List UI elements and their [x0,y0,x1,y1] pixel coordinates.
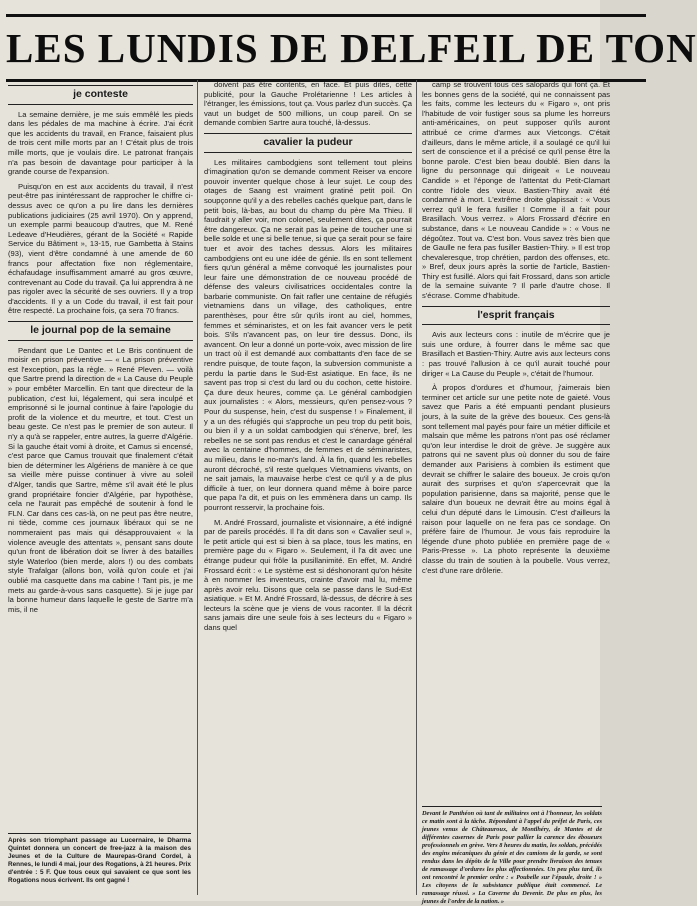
article-paragraph: Avis aux lecteurs cons : inutile de m'écrire que je suis une ordure, à fourrer dans le même sac que Brasillach et Bastien-Thiry. Autre avis aux lecteurs cons : pas trouvé l'allusion à ce qu'il aurait touché pour diriger « La Cause du Peuple », c'était de l'humour. [422,330,610,378]
article-paragraph: La semaine dernière, je me suis emmêlé les pieds dans les pédales de ma machine à écrire. J'ai écrit que les accidents du travail, en France, faisaient plus de trois cent mille morts par an ! C'était plus de trois mille morts, que je voulais dire. Le patronat français n'a pas besoin de davantage pour participer à la grande course de l'expansion. [8,109,193,177]
column-1 [8,80,193,614]
article-paragraph: Puisqu'on en est aux accidents du travail, il n'est peut-être pas inintéressant de rapprocher le chiffre ci-dessus avec ce qu'on a pu lire dans les dernières publications judiciaires (25 avril 1970). On y apprend, un exemple parmi beaucoup d'autres, que M. René Ledeave d'Heudières, gérant de la Société « Rapide Service du Bâtiment », 13-15, rue Gambetta à Stains (93), vient d'être condamné à une amende de 60 francs pour affectation fixe non réglementaire, échafaudage insuffisamment amarré au gros œuvre, contrevenant au Code du travail. Ça lui apprendra à ne pas rigoler avec la sécurité de ses ouvriers. Il y a trop d'accidents. Il y a un Code du travail, il est fait pour être respecté. La prochaine fois, ça sera 70 francs. [8,181,193,316]
concert-notice: Après son triomphant passage au Lucernaire, le Dharma Quintet donnera un concert de free-jazz à la maison des Jeunes et de la Culture de Maurepas-Grand Cordel, à Rennes, le lundi 4 mai, jour des Rogations, à 21 heures. Prix d'entrée : 5 F. Que tous ceux qui savaient ce que sont les Rogations nous écrivent. Ils ont gagné ! [8,833,191,885]
article-paragraph: doivent pas être contents, en face. Et puis dites, cette publicité, pour la Gauche Prolétarienne ! Les articles à l'étranger, les émissions, tout ça. Vous parlez d'un succès. Ça vaut un budget de 500 millions, un coup pareil. On se demande combien Sartre aura touché, là-dessus. [204,80,412,128]
column-2 [204,80,412,633]
article-paragraph: À propos d'ordures et d'humour, j'aimerais bien terminer cet article sur une petite note de gaieté. Vous savez que Paris a été empuanti pendant plusieurs jours, à la suite de la grève des boueux. Ces gens-là sont tellement mal payés pour faire un métier difficile et malsain que même les patrons n'ont pas osé réclamer qu'on leur interdise le droit de grève. Je suggère aux patrons qui ne savent plus où donner du sou de faire demander aux Parisiens à combien ils estiment que devrait se chiffrer le salaire des boueux. Je crois qu'on aurait des surprises et qu'on s'apercevrait que la population parisienne, dans sa majorité, pense que le salaire d'un boueux ne devrait être au moins égal à celui d'un député dans le Limousin. C'est d'ailleurs la raison pour laquelle on ne fera pas ce sondage. On préfère faire de l'humour. Je vous fais reproduire la légende d'une photo publiée en première page de « Paris-Presse ». La photo représente la deuxième classe du train de soutien à la poubelle. Vous verrez, c'est d'une rare drôlerie. [422,383,610,575]
article-paragraph: Les militaires cambodgiens sont tellement tout pleins d'imagination qu'on se demande comment Reiser va encore pouvoir inventer quelque chose à leur sujet. Le coup des otages de Saang est vraiment gratiné petit poil. On soupçonne qu'il y a des rebelles cachés quelque part, dans le petit bois, là-bas, au bout du champ du père Ma Thieu. Il faudrait y aller voir, mon colonel, seulement dites, ça pourrait être dangereux. Ça ne serait pas la peine de toucher une si belle solde et une si belle tenue, si que ça serait pour se faire tuer et avoir des taches dessus. Alors les militaires cambodgiens ont eu une idée de génie. Ils en sont tellement fiers qu'un général a même convoqué les journalistes pour leur faire une démonstration de ce nouveau procédé de défense des valeurs civilisatrices occidentales contre la barbarie communiste. On fait rafler une centaine de réfugiés vietnamiens dans un village, des catholiques, entre parenthèses, pour être sûr qu'ils iront au ciel, hommes, femmes et séminaristes, et on les fait avancer vers le petit bois. S'ils n'avancent pas, on leur tire dessus. Donc, ils avancent. On leur a donné un porte-voix, avec mission de lire un tract où il est demandé aux combattants d'en face de se rendre puisque, de toute façon, la subversion communiste a perdu la partie dans le Sud-Est asiatique. En face, ils ne savent pas trop si c'est du lard ou du cochon, cette histoire. Ça dure deux heures, comme ça. Le général cambodgien aux journalistes : « Alors, messieurs, qu'en pensez-vous ? Pour du suspense, hein, c'est du suspense ! » Finalement, il y a un des réfugiés qui s'approche un peu trop du petit bois, ou bien il y a un soldat cambodgien qui s'énerve, bref, les rebelles ne se sont pas rendus et c'est le canardage général avec la centaine d'hommes, de femmes et de séminaristes, au milieu, dans le no-man's land. À la fin, quand les rebelles auront décroché, s'il reste quelques Vietnamiens vivants, on ne sait jamais, la mauvaise herbe c'est ce qu'il y a de plus difficile à tuer, on leur donnera quand même à boire parce que papa l'a dit, et puis on les emmènera dans un camp. Ils pourront resservir, la prochaine fois. [204,157,412,512]
article-paragraph: M. André Frossard, journaliste et visionnaire, a été indigné par de pareils procédés. Il l'a dit dans son « Cavalier seul », le petit article qui est si bien à sa place, tous les matins, en première page du « Figaro ». Seulement, il l'a dit avec une étrange pudeur qui frôle la pusillanimité. En effet, M. André Frossard écrit : « Le système est si déshonorant qu'on hésite à en nommer les inventeurs, crainte d'avoir mal lu, même après avoir relu. Disons que cela se passe dans le Sud-Est asiatique. » Et M. André Frossard, là-dessus, de décrire à ses lecteurs la scène que je viens de vous raconter. Il la décrit sans jamais dire une seule fois à ses lecteurs du « Figaro » dans quel [204,517,412,633]
column-3 [422,80,610,575]
masthead-title: LES LUNDIS DE DELFEIL DE TON [6,14,646,82]
section-heading-journal-pop: le journal pop de la semaine [8,321,193,341]
section-heading-je-conteste: je conteste [8,85,193,105]
article-paragraph: camp se trouvent tous ces salopards qui font ça. Et les bonnes gens de la société, qui ne connaissent pas les faits, comme les lecteurs du « Figaro », ont pris l'habitude de voir fustiger sous sa plume les horreurs anti-américaines, on peut supposer qu'ils auront attribué ce crime d'armes aux Vietcongs. C'était d'ailleurs, dans le même article, il a soulagé ce qu'il lui sert de conscience et il a précisé ce qu'il pense être la bonne parole. C'est bien beau doublé. Bien dans la ligne du personnage qui dirigeait « Le nouveau Candide » et l'éponge de l'attentat du Petit-Clamart contre l'idole des vieux. Bastien-Thiry avait été condamné à mort. L'extrême droite glapissait : « Vous verrez qu'il le fera fusiller ! Comme il a fait pour Brasillach. Vous verrez. » Alors Frossard d'écrire en substance, dans « Le nouveau Candide » : « Vous ne dégoûtez. Tout va. C'est bon. Vous savez très bien que de Gaulle ne fera pas fusiller Bastien-Thiry. » Il est trop chevaleresque, trop chrétien, pardon des offenses, etc. » Bref, deux jours après la sortie de l'article, Bastien-Thiry est fusillé. Alors qui fait Frossard, dans son article de la semaine suivante ? Il parle d'autre chose. Il s'écrase. Comme d'habitude. [422,80,610,301]
section-heading-esprit-francais: l'esprit français [422,306,610,326]
section-heading-cavalier-la-pudeur: cavalier la pudeur [204,133,412,153]
column-divider [416,80,417,895]
photo-caption-excerpt: Devant le Panthéon où tant de militaires ont à l'honneur, les soldats ce matin sont à la tâche. Répondant à l'appel du préfet de Paris, ces jeunes venus de Châteauroux, de Montlhéry, de Mantes et de différentes casernes de Paris pour pallier la carence des éboueurs professionnels en grève. Vers 8 heures du matin, les soldats, précédés des engins mécaniques du génie et des camions de la garde, se sont rendus dans les dépôts de la Ville pour prendre livraison des tenues de ramassage d'ordures les plus affectionnées. Un peu plus tard, ils ont rencontré le premier ordre : « Poubelle sur l'épaule, droite ! » Les citoyens de la subsistance publique était commencé. Le ramassage réussi. » La Caverne du Devenir. De plus en plus, les jeunes de l'ordre de la nation. » [422,806,602,906]
article-paragraph: Pendant que Le Dantec et Le Bris continuent de moisir en prison préventive — « La prison préventive est l'exception, pas la règle. » René Pleven. — voilà que Sartre prend la direction de « La Cause du Peuple » pour embêter Marcellin. En tant que directeur de la publication, c'est lui, légalement, qui sera inculpé et emprisonné si le journal continue à faire l'apologie du profit de la violence et du meurtre, et tout. C'est un beau geste. Ce n'est pas le premier de son auteur. Il n'y a qu'à se rappeler, entre autres, la guerre d'Algérie. Si la gauche était vomi à droite, et Camus si encensé, c'est parce que Camus trouvait que finalement c'était bien de déterminer les Algériens de manière à ce que sa vieille mère puisse continuer à vivre au soleil d'Alger, tandis que Sartre, même s'il avait été le plus grand propriétaire foncier d'Algérie, par hypothèse, cela ne l'aurait pas empêché de soutenir à fond le FLN. Car dans ces cas-là, on ne peut pas être neutre, ni tiède, comme ces journaux libéraux qui se ne nommeraient pas mais qui désapprouvaient « la violence aveugle des attentats », pensant sans doute qu'un front de libération doit se livrer à des batailles style Waterloo (bien merde, alors !) ou des combats style Trafalgar (allons bon, voilà qu'on coule et j'ai oublié ma casquette dans ma cabine ! Tant pis, je me mets au garde-à-vous sans casquette). Si je juge par la bonne humeur dans laquelle le geste de Sartre m'a mis, il ne [8,345,193,614]
column-divider [197,80,198,895]
